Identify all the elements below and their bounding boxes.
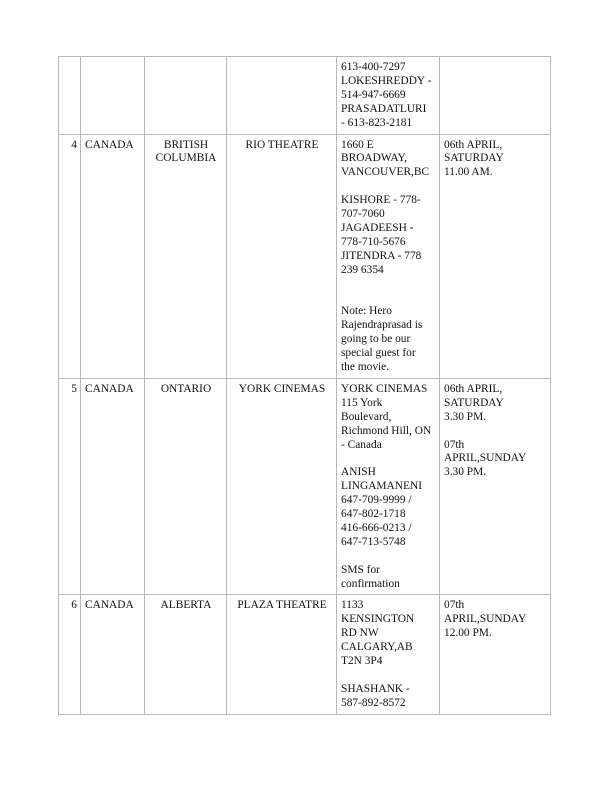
contact-line: 647-713-5748 <box>341 535 406 548</box>
showtime-line: 06th APRIL, <box>444 382 503 395</box>
contact-line: JITENDRA - 778 <box>341 249 422 262</box>
contact-line: 514-947-6669 <box>341 88 406 101</box>
contact-line: LINGAMANENI <box>341 480 422 493</box>
address-line: Boulevard, <box>341 410 392 423</box>
row-number-cell <box>59 57 81 135</box>
contact-line: 707-7060 <box>341 208 385 221</box>
note-line: Rajendraprasad is <box>341 319 423 332</box>
contact-line: KISHORE - 778- <box>341 194 421 207</box>
screening-schedule-table <box>58 56 551 715</box>
note-line: Note: Hero <box>341 305 392 318</box>
country-cell: CANADA <box>81 595 145 714</box>
province-cell: BRITISH COLUMBIA <box>145 135 227 379</box>
schedule-cell <box>440 379 551 596</box>
country-cell: CANADA <box>81 379 145 596</box>
row-number-cell: 5 <box>59 379 81 596</box>
address-line: 1660 E <box>341 138 374 151</box>
contact-line: - 613-823-2181 <box>341 116 413 129</box>
address-line: BROADWAY, <box>341 152 408 165</box>
details-cell <box>337 595 440 714</box>
note-line: going to be our <box>341 333 411 346</box>
address-line: YORK CINEMAS <box>341 382 428 395</box>
showtime-line: SATURDAY <box>444 152 504 165</box>
theatre-cell: YORK CINEMAS <box>227 379 337 596</box>
contact-line: 647-802-1718 <box>341 508 406 521</box>
details-cell <box>337 57 440 135</box>
note-line: special guest for <box>341 347 416 360</box>
showtime-line: SATURDAY <box>444 396 504 409</box>
contact-line: ANISH <box>341 466 376 479</box>
address-line: T2N 3P4 <box>341 655 383 668</box>
showtime-line: 3.30 PM. <box>444 466 487 479</box>
note-line: SMS for <box>341 563 380 576</box>
address-line: 115 York <box>341 396 383 409</box>
theatre-cell: RIO THEATRE <box>227 135 337 379</box>
showtime-line: 3.30 PM. <box>444 410 487 423</box>
showtime-line: 07th <box>444 438 465 451</box>
address-line: CALGARY,AB <box>341 641 413 654</box>
showtime-line: 12.00 PM. <box>444 627 492 640</box>
address-line: - Canada <box>341 438 382 451</box>
address-line: KENSINGTON <box>341 613 415 626</box>
row-number-cell: 6 <box>59 595 81 714</box>
contact-line: 239 6354 <box>341 263 384 276</box>
schedule-cell <box>440 135 551 379</box>
table-row <box>59 379 551 596</box>
row-number-cell: 4 <box>59 135 81 379</box>
details-cell <box>337 135 440 379</box>
province-cell: ALBERTA <box>145 595 227 714</box>
table-row <box>59 595 551 714</box>
contact-line: JAGADEESH - <box>341 221 414 234</box>
address-line: 1133 <box>341 599 364 612</box>
note-line: the movie. <box>341 361 390 373</box>
note-line: confirmation <box>341 577 400 590</box>
showtime-line: APRIL,SUNDAY <box>444 452 527 465</box>
province-cell <box>145 57 227 135</box>
contact-line: 778-710-5676 <box>341 235 406 248</box>
showtime-line: APRIL,SUNDAY <box>444 613 527 626</box>
schedule-cell <box>440 57 551 135</box>
province-cell: ONTARIO <box>145 379 227 596</box>
contact-line: LOKESHREDDY - <box>341 74 432 87</box>
contact-line: 613-400-7297 <box>341 61 406 73</box>
showtime-line: 11.00 AM. <box>444 166 493 179</box>
contact-line: 416-666-0213 / <box>341 521 412 534</box>
contact-line: SHASHANK - <box>341 682 410 695</box>
theatre-cell: PLAZA THEATRE <box>227 595 337 714</box>
table-row <box>59 135 551 379</box>
address-line: Richmond Hill, ON <box>341 424 432 437</box>
table-row <box>59 57 551 135</box>
schedule-cell <box>440 595 551 714</box>
address-line: VANCOUVER,BC <box>341 166 430 179</box>
address-line: RD NW <box>341 627 379 640</box>
contact-line: PRASADATLURI <box>341 102 427 115</box>
contact-line: 647-709-9999 / <box>341 494 412 507</box>
showtime-line: 06th APRIL, <box>444 138 503 151</box>
contact-line: 587-892-8572 <box>341 696 406 709</box>
showtime-line: 07th <box>444 599 465 612</box>
country-cell <box>81 57 145 135</box>
details-cell <box>337 379 440 596</box>
country-cell: CANADA <box>81 135 145 379</box>
theatre-cell <box>227 57 337 135</box>
